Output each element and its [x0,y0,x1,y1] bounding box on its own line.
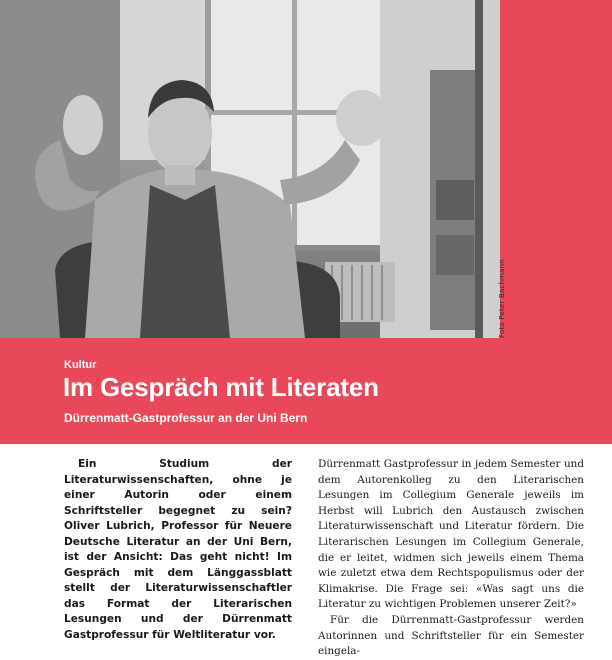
body-paragraph: Dürrenmatt Gastprofessur in jedem Semester und dem Autorenkolleg zu den Literarischen Lesungen im Collegium Generale jeweils im Herbst will Lubrich den Austausch zwischen Literaturwissenschaft und Literatur fördern. Die Literarischen Lesungen im Collegium Generale, die er leitet, widmen sich jeweils einem Thema wie zuletzt etwa dem Rechtspopulismus oder der Klimakrise. Die Frage sei: «Was sagt uns die Literatur zu wichtigen Problemen unserer Zeit?» [318,458,584,611]
article-photo [0,0,500,338]
red-side-panel [500,0,612,338]
photo-illustration [0,0,500,338]
lead-paragraph: Ein Studium der Literaturwissenschaften, ohne je einer Autorin oder einem Schriftsteller begegnet zu sein? Oliver Lubrich, Professor für Neuere Deutsche Literatur an der Uni Bern, ist der Ansicht: Das geht nicht! Im Gespräch mit dem Länggassblatt stellt der Literaturwissenschaftler das Format der Literarischen Lesungen und der Dürrenmatt Gastprofessur für Weltliteratur vor. [64,458,292,641]
article-subtitle: Dürrenmatt-Gastprofessur an der Uni Bern [64,411,308,425]
body-column [318,457,584,660]
body-paragraph: Für die Dürrenmatt-Gastprofessur werden Autorinnen und Schriftsteller für ein Semester eingela- [318,613,584,658]
category-label: Kultur [64,359,97,371]
article-title: Im Gespräch mit Literaten [63,372,379,402]
photo-credit: Foto Peter Bachmann [498,259,506,338]
